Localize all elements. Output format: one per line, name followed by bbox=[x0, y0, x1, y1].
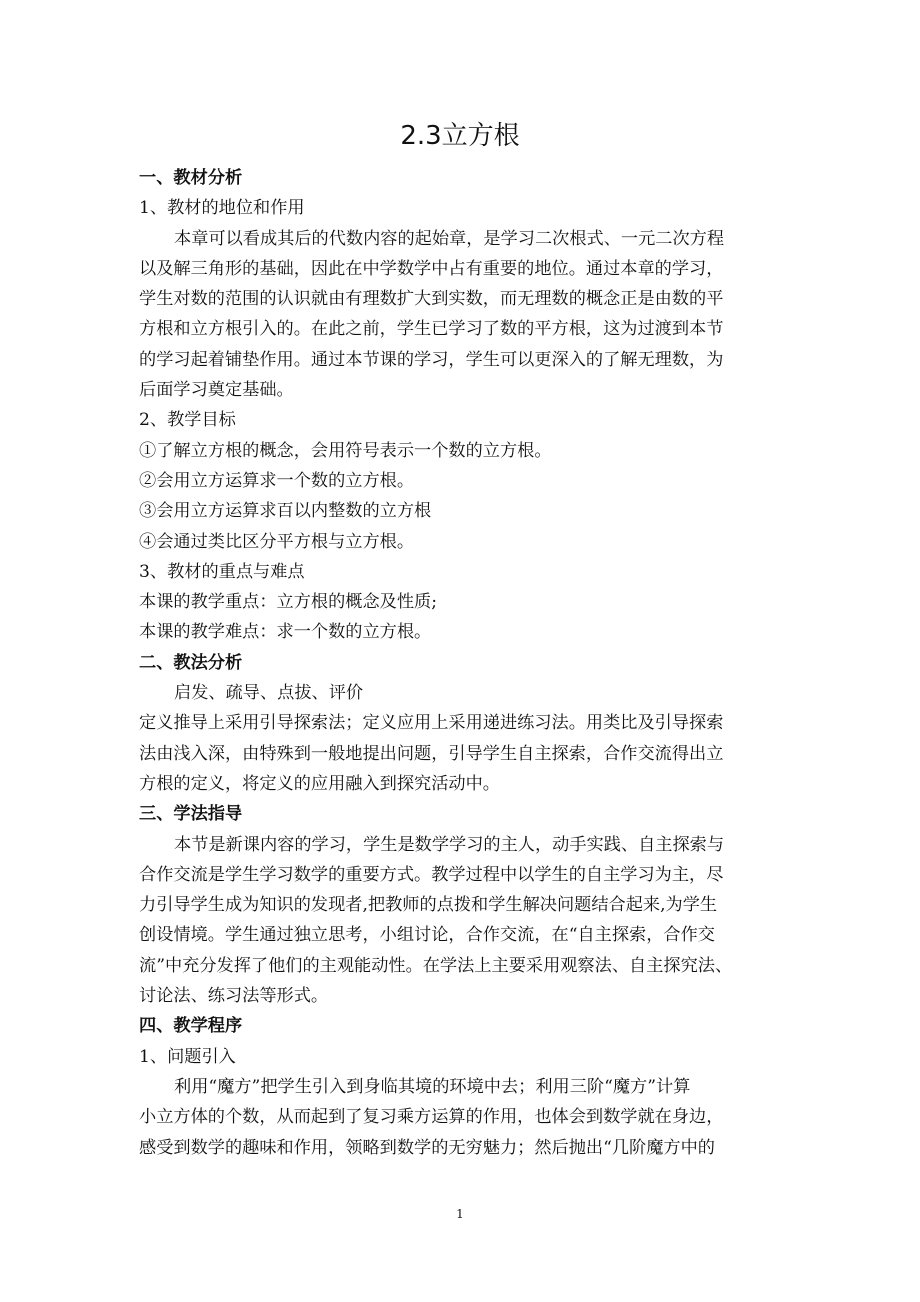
paragraph-line: 的学习起着铺垫作用。通过本节课的学习，学生可以更深入的了解无理数，为 bbox=[139, 349, 724, 370]
section-heading: 一、教材分析 bbox=[139, 168, 243, 188]
paragraph-line: 方根和立方根引入的。在此之前，学生已学习了数的平方根，这为过渡到本节 bbox=[139, 319, 724, 340]
objective-item: ④会通过类比区分平方根与立方根。 bbox=[139, 531, 415, 552]
subsection-heading: 3、教材的重点与难点 bbox=[139, 561, 305, 582]
paragraph-line: 流”中充分发挥了他们的主观能动性。在学法上主要采用观察法、自主探究法、 bbox=[139, 955, 733, 976]
paragraph-line: 本课的教学难点：求一个数的立方根。 bbox=[139, 622, 432, 643]
paragraph-line: 方根的定义，将定义的应用融入到探究活动中。 bbox=[139, 773, 500, 794]
subsection-heading: 1、问题引入 bbox=[139, 1046, 236, 1067]
paragraph-line: 本课的教学重点：立方根的概念及性质; bbox=[139, 592, 437, 613]
paragraph-line: 启发、疏导、点拔、评价 bbox=[174, 683, 364, 704]
paragraph-line: 小立方体的个数，从而起到了复习乘方运算的作用，也体会到数学就在身边， bbox=[139, 1107, 724, 1128]
paragraph-line: 法由浅入深，由特殊到一般地提出问题，引导学生自主探索，合作交流得出立 bbox=[139, 743, 724, 764]
paragraph-line: 本节是新课内容的学习，学生是数学学习的主人，动手实践、自主探索与 bbox=[174, 834, 725, 855]
paragraph-line: 以及解三角形的基础，因此在中学数学中占有重要的地位。通过本章的学习， bbox=[139, 258, 724, 279]
objective-item: ②会用立方运算求一个数的立方根。 bbox=[139, 470, 415, 491]
paragraph-line: 合作交流是学生学习数学的重要方式。教学过程中以学生的自主学习为主，尽 bbox=[139, 864, 724, 885]
section-heading: 三、学法指导 bbox=[139, 804, 243, 825]
document-title: 2.3立方根 bbox=[400, 121, 520, 151]
paragraph-line: 利用“魔方”把学生引入到身临其境的环境中去；利用三阶“魔方”计算 bbox=[174, 1076, 691, 1097]
page-number: 1 bbox=[456, 1207, 464, 1221]
section-heading: 四、教学程序 bbox=[139, 1016, 243, 1037]
subsection-heading: 1、教材的地位和作用 bbox=[139, 198, 305, 219]
paragraph-line: 定义推导上采用引导探索法；定义应用上采用递进练习法。用类比及引导探索 bbox=[139, 713, 724, 734]
paragraph-line: 学生对数的范围的认识就由有理数扩大到实数，而无理数的概念正是由数的平 bbox=[139, 289, 724, 310]
objective-item: ①了解立方根的概念，会用符号表示一个数的立方根。 bbox=[139, 440, 552, 461]
paragraph-line: 后面学习奠定基础。 bbox=[139, 380, 294, 401]
subsection-heading: 2、教学目标 bbox=[139, 410, 236, 431]
paragraph-line: 讨论法、练习法等形式。 bbox=[139, 986, 329, 1007]
paragraph-line: 本章可以看成其后的代数内容的起始章，是学习二次根式、一元二次方程 bbox=[174, 228, 725, 249]
section-heading: 二、教法分析 bbox=[139, 652, 243, 673]
paragraph-line: 感受到数学的趣味和作用，领略到数学的无穷魅力；然后抛出“几阶魔方中的 bbox=[139, 1137, 715, 1158]
paragraph-line: 力引导学生成为知识的发现者,把教师的点拨和学生解决问题结合起来,为学生 bbox=[139, 895, 718, 916]
paragraph-line: 创设情境。学生通过独立思考，小组讨论，合作交流，在“自主探索，合作交 bbox=[139, 925, 715, 946]
document-body bbox=[139, 163, 784, 1163]
objective-item: ③会用立方运算求百以内整数的立方根 bbox=[139, 501, 432, 522]
